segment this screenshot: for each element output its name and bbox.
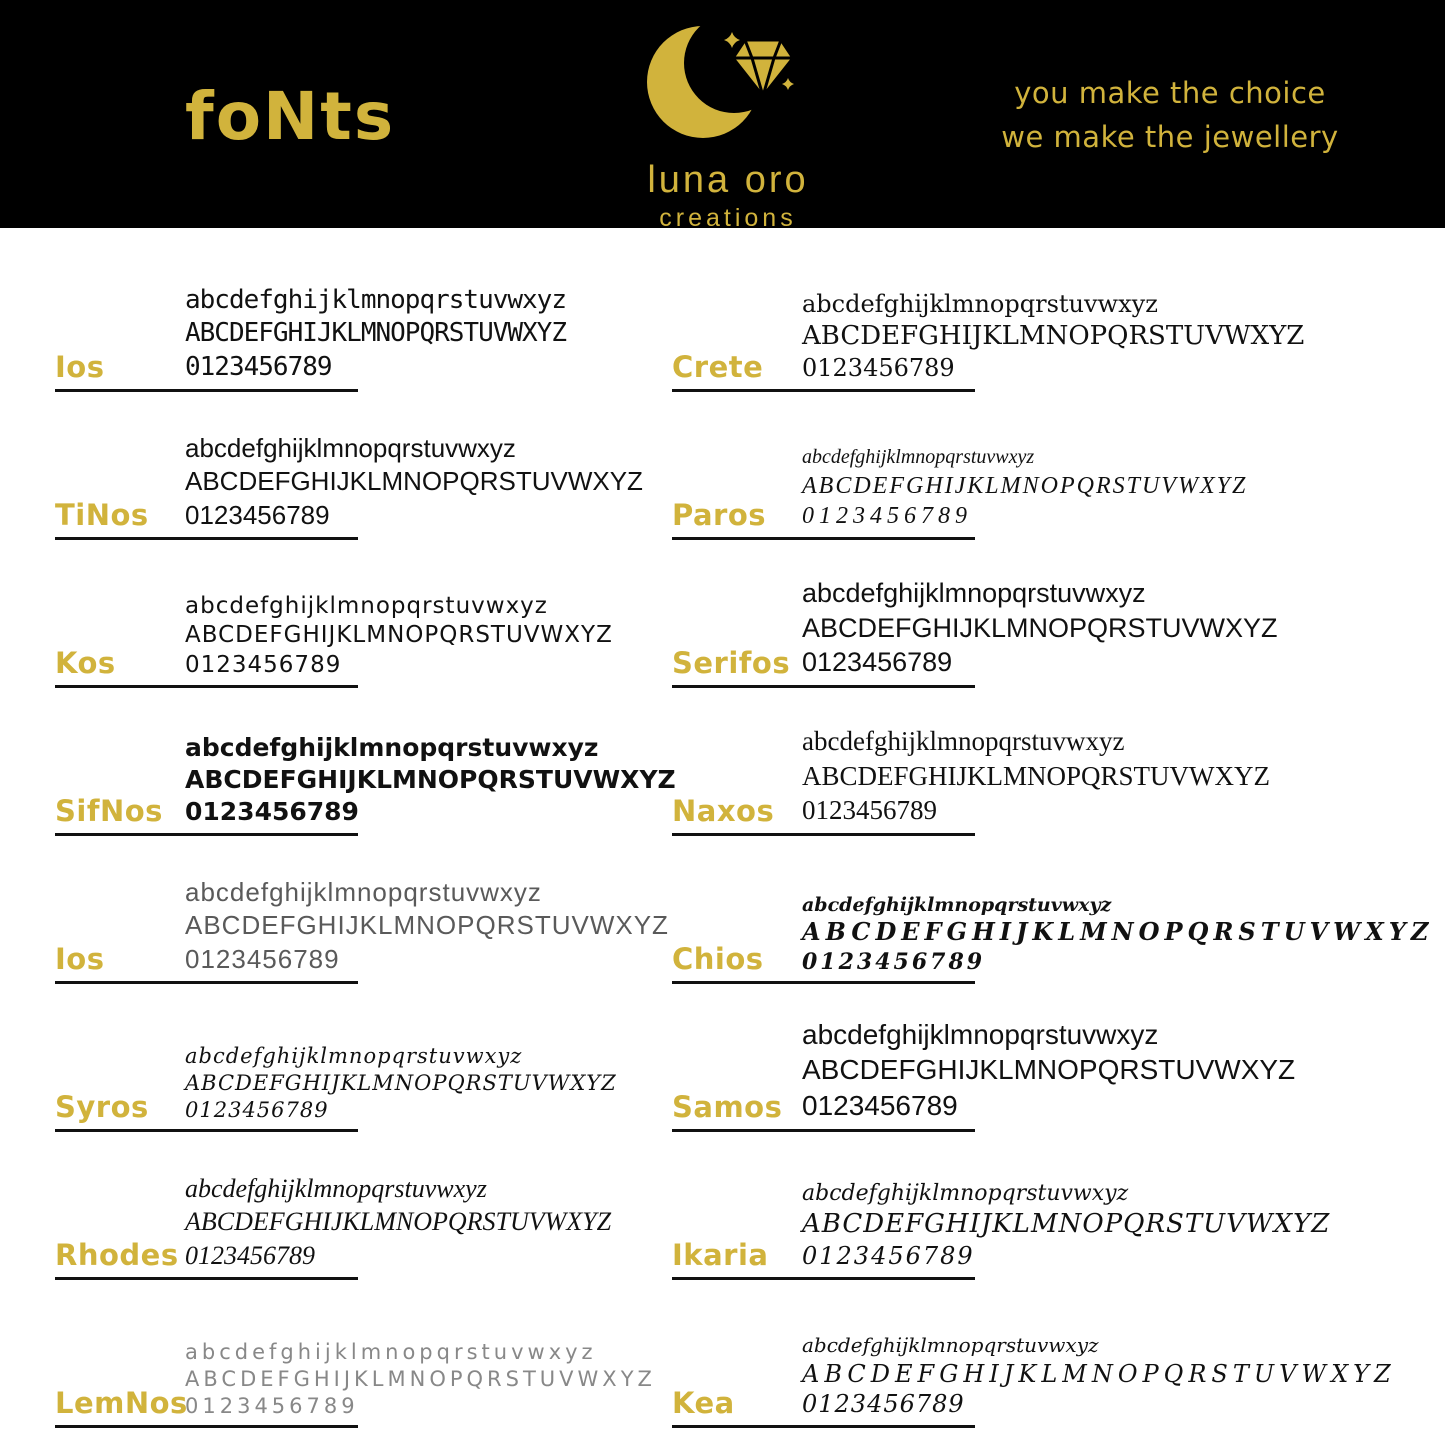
font-sample [802,576,1278,680]
sample-digits-line: 0123456789 [802,647,953,678]
font-row [672,842,1445,990]
font-name-label: Serifos [672,646,791,680]
header-band [0,0,1445,232]
tagline-line2: we make the jewellery [1001,119,1339,154]
font-name-label: SifNos [55,794,163,828]
sample-digits-line: 0123456789 [802,1390,965,1419]
font-sample [185,432,643,532]
font-sample [185,732,676,828]
sample-uppercase-line: ABCDEFGHIJKLMNOPQRSTUVWXYZ [802,612,1278,643]
font-name-label: Paros [672,498,767,532]
sample-digits-line: 0123456789 [802,795,937,826]
brand-name: luna oro [647,159,809,201]
font-row [55,398,672,546]
sample-lowercase-line: abcdefghijklmnopqrstuvwxyz [185,733,599,762]
sample-digits-line: 0123456789 [802,948,986,975]
sample-uppercase-line: ABCDEFGHIJKLMNOPQRSTUVWXYZ [802,1054,1296,1086]
sample-lowercase-line: abcdefghijklmnopqrstuvwxyz [185,285,566,316]
brand-subtitle: creations [659,204,797,232]
font-row [672,1138,1445,1286]
font-name-label: Kea [672,1386,735,1420]
font-row [672,546,1445,694]
font-column-right [672,250,1445,1434]
font-name-label: Samos [672,1090,783,1124]
font-row [672,398,1445,546]
sample-digits-line: 0123456789 [185,943,340,974]
font-row [672,250,1445,398]
sample-lowercase-line: abcdefghijklmnopqrstuvwxyz [185,1174,487,1204]
sample-uppercase-line: ABCDEFGHIJKLMNOPQRSTUVWXYZ [802,760,1271,791]
font-sample [802,445,1247,532]
font-name-label: Kos [55,646,116,680]
sample-lowercase-line: abcdefghijklmnopqrstuvwxyz [802,290,1158,319]
font-name-label: Chios [672,942,764,976]
sample-lowercase-line: abcdefghijklmnopqrstuvwxyz [185,592,548,619]
sample-uppercase-line: ABCDEFGHIJKLMNOPQRSTUVWXYZ [802,1209,1331,1240]
font-sample [185,1339,656,1420]
sample-lowercase-line: abcdefghijklmnopqrstuvwxyz [802,1180,1129,1206]
sample-uppercase-line: ABCDEFGHIJKLMNOPQRSTUVWXYZ [185,910,669,941]
font-sample [185,1043,617,1124]
sample-uppercase-line: ABCDEFGHIJKLMNOPQRSTUVWXYZ [185,318,566,349]
sample-digits-line: 0123456789 [185,499,330,530]
font-sample [802,1017,1295,1124]
font-row [55,1286,672,1434]
font-name-label: TiNos [55,498,149,532]
font-name-label: Rhodes [55,1238,179,1272]
font-row [55,694,676,842]
sample-uppercase-line: ABCDEFGHIJKLMNOPQRSTUVWXYZ [185,622,613,649]
font-row [55,1138,672,1286]
sample-uppercase-line: ABCDEFGHIJKLMNOPQRSTUVWXYZ [802,321,1305,352]
sample-lowercase-line: abcdefghijklmnopqrstuvwxyz [185,1340,597,1365]
font-sample [185,876,669,976]
font-sample [185,592,613,680]
font-sample [802,893,1433,976]
sample-digits-line: 0123456789 [802,1090,958,1122]
page-title: foNts [185,78,396,155]
font-sample [802,1180,1330,1272]
sample-digits-line: 0123456789 [802,503,972,530]
sample-digits-line: 0123456789 [185,1240,315,1270]
sample-lowercase-line: abcdefghijklmnopqrstuvwxyz [802,726,1125,757]
font-row [55,546,672,694]
font-name-label: Ikaria [672,1238,769,1272]
sample-digits-line: 0123456789 [185,351,332,382]
font-name-label: Ios [55,350,105,384]
sample-uppercase-line: ABCDEFGHIJKLMNOPQRSTUVWXYZ [802,472,1248,499]
sample-digits-line: 0123456789 [185,797,359,826]
sample-uppercase-line: ABCDEFGHIJKLMNOPQRSTUVWXYZ [185,1367,656,1392]
font-column-left [0,250,676,1434]
font-sample [802,724,1270,828]
font-name-label: LemNos [55,1386,188,1420]
sample-uppercase-line: ABCDEFGHIJKLMNOPQRSTUVWXYZ [185,1207,612,1237]
font-sample-grid [0,228,1445,1434]
font-name-label: Syros [55,1090,149,1124]
sample-lowercase-line: abcdefghijklmnopqrstuvwxyz [185,1044,523,1069]
sample-digits-line: 0123456789 [802,1242,975,1271]
font-row [55,842,672,990]
font-row [672,990,1445,1138]
font-row [55,990,672,1138]
sample-digits-line: 0123456789 [802,354,955,383]
sample-lowercase-line: abcdefghijklmnopqrstuvwxyz [802,578,1146,609]
tagline-line1: you make the choice [1014,76,1326,110]
font-sample [802,1333,1396,1420]
font-name-label: Ios [55,942,105,976]
tagline [970,72,1370,159]
font-sample [185,284,566,384]
font-name-label: Naxos [672,794,775,828]
sample-uppercase-line: ABCDEFGHIJKLMNOPQRSTUVWXYZ [185,1071,617,1096]
sample-lowercase-line: abcdefghijklmnopqrstuvwxyz [185,433,516,464]
sample-digits-line: 0123456789 [185,1098,329,1123]
sample-lowercase-line: abcdefghijklmnopqrstuvwxyz [802,445,1035,468]
sample-digits-line: 0123456789 [185,1394,359,1419]
sample-lowercase-line: abcdefghijklmnopqrstuvwxyz [802,893,1112,916]
sample-uppercase-line: ABCDEFGHIJKLMNOPQRSTUVWXYZ [185,466,643,497]
font-row [672,694,1445,842]
sample-lowercase-line: abcdefghijklmnopqrstuvwxyz [802,1018,1159,1050]
sample-lowercase-line: abcdefghijklmnopqrstuvwxyz [185,877,542,908]
font-sample [185,1172,611,1272]
font-row [55,250,672,398]
logo-block [608,10,848,233]
crescent-moon-diamond-icon [628,10,828,160]
font-sample [802,289,1304,384]
sample-digits-line: 0123456789 [185,651,342,678]
sample-lowercase-line: abcdefghijklmnopqrstuvwxyz [802,1332,1099,1357]
font-name-label: Crete [672,350,764,384]
sample-uppercase-line: ABCDEFGHIJKLMNOPQRSTUVWXYZ [185,765,676,794]
sample-uppercase-line: ABCDEFGHIJKLMNOPQRSTUVWXYZ [802,917,1434,947]
sample-uppercase-line: ABCDEFGHIJKLMNOPQRSTUVWXYZ [802,1359,1396,1388]
font-row [672,1286,1445,1434]
